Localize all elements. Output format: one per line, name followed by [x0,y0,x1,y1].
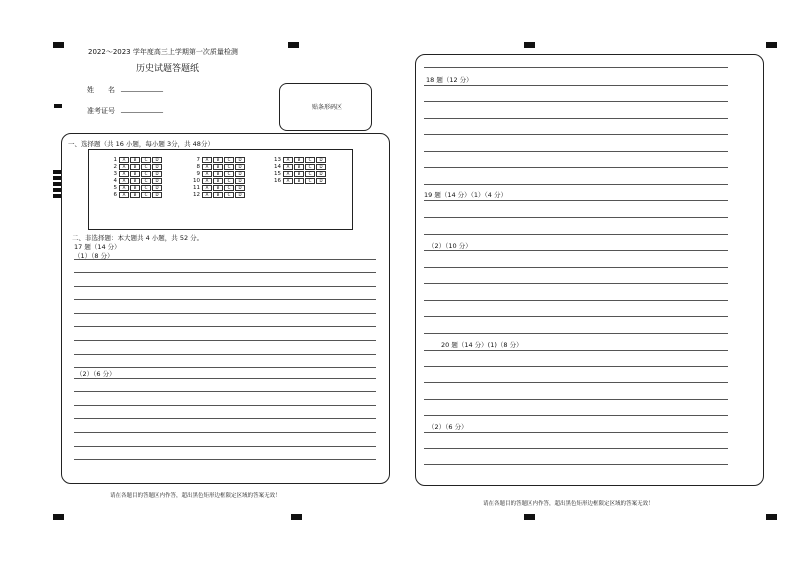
answer-line[interactable] [424,350,728,351]
answer-bubble[interactable]: C [305,171,315,177]
answer-line[interactable] [74,340,376,341]
answer-line[interactable] [74,286,376,287]
q19-heading: 19 题（14 分）（1）（4 分） [424,191,508,199]
alignment-mark [766,514,777,520]
answer-bubble[interactable]: A [119,157,129,163]
answer-bubble[interactable]: B [294,178,304,184]
answer-line[interactable] [424,464,728,465]
answer-line[interactable] [424,432,728,433]
answer-line[interactable] [74,459,376,460]
question-number: 5 [113,185,117,191]
subject-title: 历史试题答题纸 [136,64,200,74]
name-label: 姓 名 [87,86,115,94]
answer-bubble[interactable]: D [316,171,326,177]
question-number: 9 [196,171,200,177]
answer-bubble[interactable]: C [305,178,315,184]
answer-line[interactable] [74,446,376,447]
answer-line[interactable] [424,184,728,185]
question-row [191,192,245,198]
footer-notice-left: 请在各题目的答题区内作答，超出黑色矩形边框限定区域的答案无效！ [110,493,281,499]
question-row [272,157,326,163]
answer-bubble[interactable]: A [283,178,293,184]
answer-bubble[interactable]: D [316,164,326,170]
answer-line[interactable] [424,234,728,235]
answer-bubble[interactable]: A [202,192,212,198]
answer-line[interactable] [424,382,728,383]
answer-bubble[interactable]: A [202,185,212,191]
alignment-mark [288,42,299,48]
answer-bubble[interactable]: C [141,171,151,177]
exam-id-field[interactable]: ____________ [121,105,163,113]
answer-bubble[interactable]: A [202,164,212,170]
answer-line[interactable] [424,399,728,400]
answer-line[interactable] [74,418,376,419]
answer-line[interactable] [74,272,376,273]
answer-bubble[interactable]: D [152,171,162,177]
answer-bubble[interactable]: D [316,157,326,163]
answer-line[interactable] [424,267,728,268]
question-row [108,164,162,170]
answer-line[interactable] [74,378,376,379]
name-field[interactable]: ____________ [121,84,163,92]
answer-bubble[interactable]: C [141,178,151,184]
answer-bubble[interactable]: D [152,164,162,170]
question-number: 6 [113,192,117,198]
answer-bubble[interactable]: B [213,157,223,163]
answer-bubble[interactable]: B [130,157,140,163]
answer-bubble[interactable]: C [224,157,234,163]
exam-id-label: 准考证号 [87,107,115,115]
question-number: 1 [113,157,117,163]
answer-bubble[interactable]: D [235,171,245,177]
alignment-mark [53,182,61,186]
answer-line[interactable] [74,259,376,260]
answer-bubble[interactable]: B [130,171,140,177]
alignment-mark [53,42,64,48]
alignment-mark [53,514,64,520]
answer-line[interactable] [424,448,728,449]
answer-bubble[interactable]: C [141,157,151,163]
question-number: 15 [274,171,281,177]
alignment-mark [53,188,61,192]
answer-bubble[interactable]: A [119,171,129,177]
answer-line[interactable] [424,283,728,284]
question-row [108,171,162,177]
barcode-area [279,83,372,131]
answer-bubble[interactable]: A [119,192,129,198]
answer-bubble[interactable]: B [213,185,223,191]
answer-line[interactable] [424,67,728,68]
question-row [272,171,326,177]
answer-bubble[interactable]: B [294,164,304,170]
answer-line[interactable] [74,299,376,300]
answer-line[interactable] [424,101,728,102]
question-number: 14 [274,164,281,170]
alignment-mark [766,42,777,48]
question-number: 8 [196,164,200,170]
alignment-mark [524,42,535,48]
alignment-mark [53,176,61,180]
q18-heading: 18 题（12 分） [426,76,473,84]
question-row [108,185,162,191]
answer-line[interactable] [74,354,376,355]
section2-title: 二、非选择题：本大题共 4 小题，共 52 分。 [72,234,204,242]
answer-bubble[interactable]: B [294,157,304,163]
question-row [191,171,245,177]
answer-line[interactable] [424,134,728,135]
question-number: 10 [193,178,200,184]
answer-line[interactable] [424,250,728,251]
answer-bubble[interactable]: B [130,164,140,170]
answer-bubble[interactable]: D [152,157,162,163]
answer-line[interactable] [424,118,728,119]
answer-bubble[interactable]: C [224,178,234,184]
answer-bubble[interactable]: D [316,178,326,184]
answer-bubble[interactable]: B [130,178,140,184]
answer-bubble[interactable]: C [141,164,151,170]
answer-bubble[interactable]: C [224,171,234,177]
q17-heading: 17 题（14 分） [74,243,121,251]
answer-bubble[interactable]: B [130,192,140,198]
question-row [191,157,245,163]
barcode-label: 贴条形码区 [312,104,343,111]
footer-notice-right: 请在各题目的答题区内作答，超出黑色矩形边框限定区域的答案无效！ [483,501,654,507]
question-number: 16 [274,178,281,184]
question-number: 7 [196,157,200,163]
answer-line[interactable] [424,333,728,334]
answer-bubble[interactable]: C [224,185,234,191]
question-row [108,192,162,198]
answer-bubble[interactable]: A [202,157,212,163]
answer-bubble[interactable]: B [213,178,223,184]
exam-title: 2022～2023 学年度高三上学期第一次质量检测 [88,48,238,56]
answer-bubble[interactable]: A [119,185,129,191]
answer-bubble[interactable]: B [130,185,140,191]
question-number: 11 [193,185,200,191]
answer-bubble[interactable]: A [283,164,293,170]
question-number: 4 [113,178,117,184]
answer-bubble[interactable]: B [294,171,304,177]
section1-title: 一、选择题（共 16 小题，每小题 3分，共 48分） [68,140,214,148]
answer-bubble[interactable]: D [235,178,245,184]
answer-bubble[interactable]: D [235,192,245,198]
answer-bubble[interactable]: C [224,192,234,198]
answer-bubble[interactable]: A [119,164,129,170]
question-row [272,164,326,170]
answer-bubble[interactable]: A [119,178,129,184]
answer-bubble[interactable]: C [305,157,315,163]
answer-bubble[interactable]: C [224,164,234,170]
answer-bubble[interactable]: A [202,178,212,184]
answer-line[interactable] [424,200,728,201]
question-row [191,164,245,170]
answer-bubble[interactable]: C [141,185,151,191]
question-number: 3 [113,171,117,177]
answer-bubble[interactable]: D [152,185,162,191]
question-row [108,178,162,184]
answer-line[interactable] [424,415,728,416]
answer-bubble[interactable]: B [213,192,223,198]
question-row [191,185,245,191]
answer-bubble[interactable]: C [141,192,151,198]
answer-bubble[interactable]: A [283,157,293,163]
answer-bubble[interactable]: D [152,192,162,198]
alignment-mark [291,514,302,520]
answer-line[interactable] [74,405,376,406]
question-number: 13 [274,157,281,163]
q17-part1-heading: （1）（8 分） [74,252,114,260]
answer-bubble[interactable]: D [152,178,162,184]
answer-line[interactable] [424,167,728,168]
answer-line[interactable] [424,316,728,317]
answer-line[interactable] [424,85,728,86]
answer-line[interactable] [74,313,376,314]
answer-bubble[interactable]: B [213,171,223,177]
question-number: 12 [193,192,200,198]
answer-bubble[interactable]: B [213,164,223,170]
question-row [108,157,162,163]
answer-line[interactable] [424,366,728,367]
answer-line[interactable] [74,391,376,392]
answer-bubble[interactable]: A [283,171,293,177]
question-row [272,178,326,184]
q17-part2-heading: （2）（6 分） [76,370,116,378]
question-row [191,178,245,184]
q19-part2-heading: （2）（10 分） [428,242,472,250]
q20-part2-heading: （2）（6 分） [428,423,468,431]
answer-line[interactable] [74,432,376,433]
answer-bubble[interactable]: C [305,164,315,170]
alignment-mark [53,170,61,174]
answer-line[interactable] [74,367,376,368]
question-number: 2 [113,164,117,170]
alignment-mark [524,514,535,520]
answer-bubble[interactable]: D [235,164,245,170]
answer-bubble[interactable]: D [235,157,245,163]
answer-bubble[interactable]: D [235,185,245,191]
answer-bubble[interactable]: A [202,171,212,177]
alignment-mark [53,194,61,198]
alignment-mark [54,104,62,108]
answer-line[interactable] [424,151,728,152]
answer-line[interactable] [74,326,376,327]
q20-heading: 20 题（14 分）(1)（8 分） [441,341,523,349]
answer-line[interactable] [424,217,728,218]
answer-line[interactable] [424,300,728,301]
